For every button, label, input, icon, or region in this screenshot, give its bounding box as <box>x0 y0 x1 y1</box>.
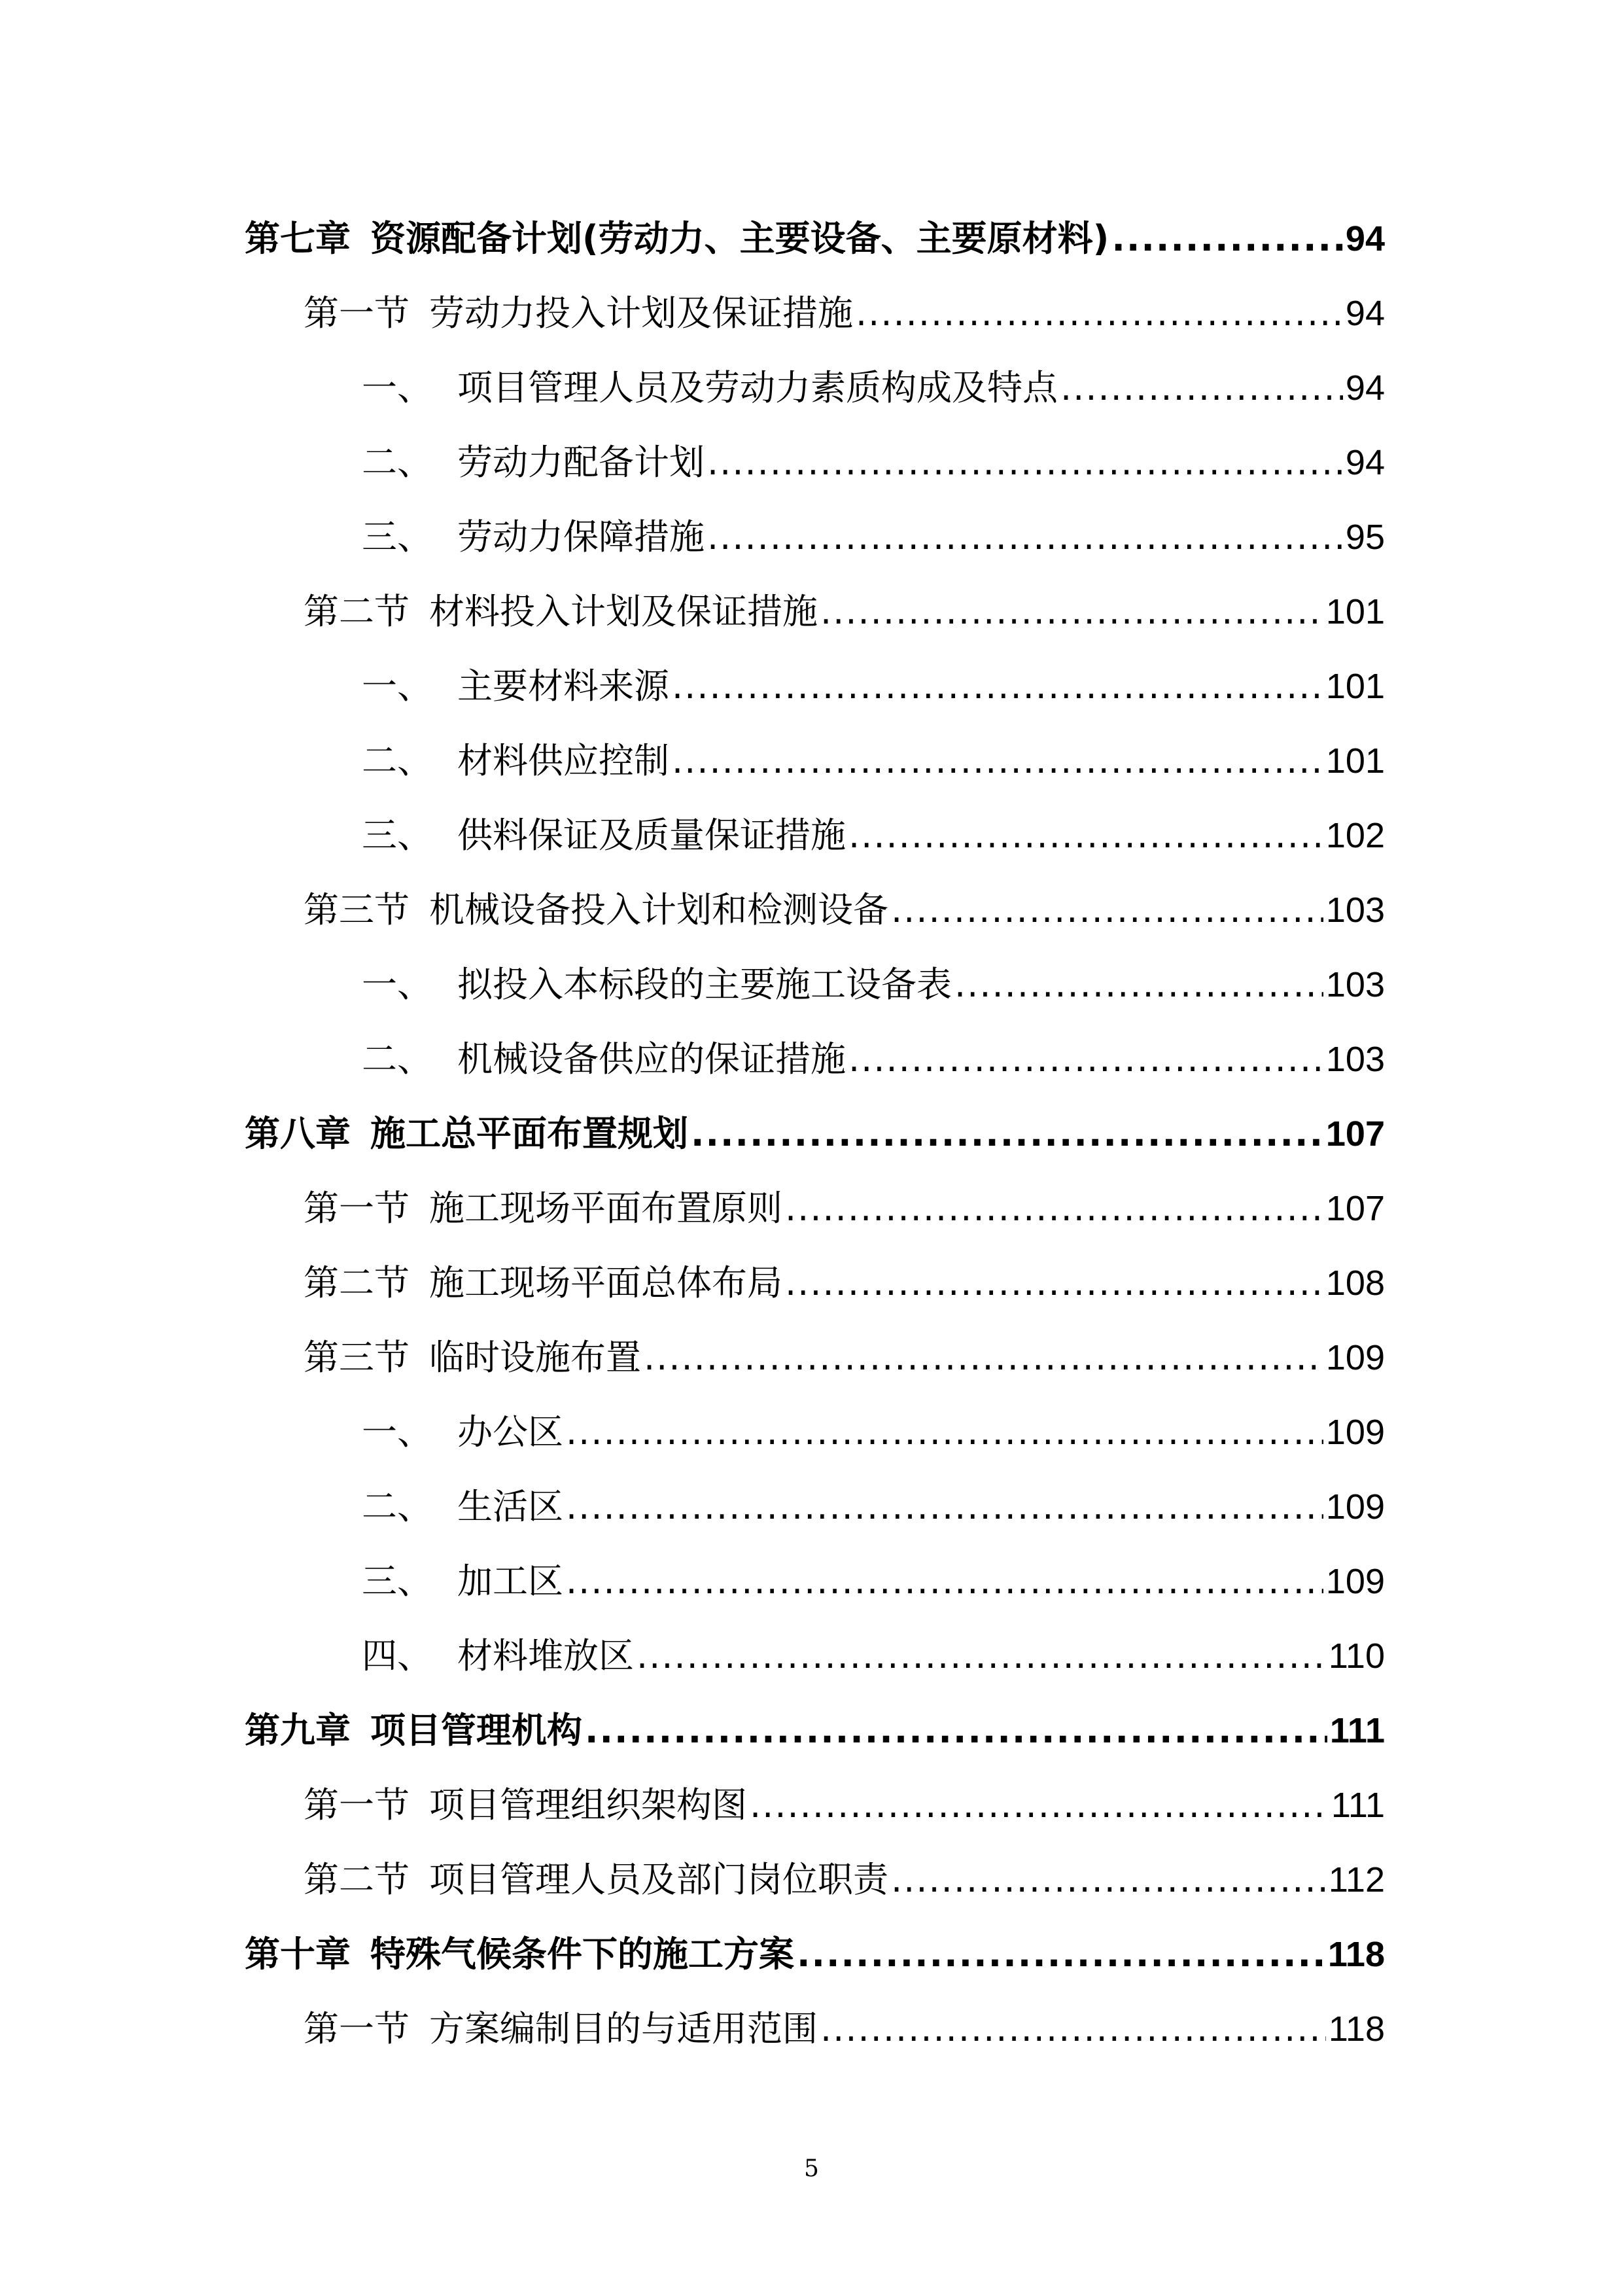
page-reference: 107 <box>1325 1114 1385 1152</box>
subsection-number: 一、 <box>362 367 432 406</box>
dot-leader <box>672 669 1323 704</box>
dot-leader <box>820 2011 1326 2047</box>
page-reference: 111 <box>1329 1711 1385 1748</box>
section-title: 材料投入计划及保证措施 <box>429 591 818 629</box>
subsection-title: 材料堆放区 <box>457 1635 634 1674</box>
section-number: 第二节 <box>304 1859 410 1898</box>
subsection-number: 一、 <box>362 665 432 704</box>
subsection-number: 二、 <box>362 442 432 480</box>
chapter-title: 项目管理机构 <box>370 1710 582 1748</box>
toc-subsection-entry[interactable] <box>362 713 1385 779</box>
dot-leader <box>785 1265 1323 1301</box>
chapter-title: 施工总平面布置规划 <box>370 1113 688 1152</box>
page-reference: 111 <box>1331 1786 1385 1823</box>
dot-leader <box>820 594 1323 629</box>
toc-subsection-entry[interactable] <box>362 1534 1385 1599</box>
dot-leader <box>1060 370 1343 406</box>
dot-leader <box>707 520 1343 555</box>
dot-leader <box>797 1937 1325 1972</box>
section-title: 临时设施布置 <box>429 1337 641 1375</box>
subsection-title: 机械设备供应的保证措施 <box>457 1038 846 1077</box>
page-reference: 107 <box>1325 1189 1385 1226</box>
toc-chapter-entry[interactable] <box>245 191 1385 256</box>
page-reference: 101 <box>1325 741 1385 779</box>
subsection-title: 项目管理人员及劳动力素质构成及特点 <box>457 367 1058 406</box>
section-number: 第三节 <box>304 889 410 928</box>
section-number: 第三节 <box>304 1337 410 1375</box>
page-reference: 103 <box>1325 965 1385 1002</box>
chapter-number: 第十章 <box>245 1934 351 1972</box>
page-reference: 109 <box>1325 1562 1385 1599</box>
dot-leader <box>891 1862 1326 1898</box>
subsection-number: 一、 <box>362 964 432 1002</box>
page-reference: 101 <box>1325 592 1385 629</box>
subsection-title: 主要材料来源 <box>457 665 669 704</box>
toc-section-entry[interactable] <box>304 1832 1385 1898</box>
toc-subsection-entry[interactable] <box>362 489 1385 555</box>
chapter-number: 第八章 <box>245 1113 351 1152</box>
page-reference: 101 <box>1325 667 1385 704</box>
page-number: 5 <box>804 2155 819 2182</box>
page-reference: 118 <box>1328 2009 1385 2047</box>
section-number: 第二节 <box>304 1262 410 1301</box>
toc-subsection-entry[interactable] <box>362 937 1385 1002</box>
section-number: 第一节 <box>304 1784 410 1823</box>
subsection-number: 一、 <box>362 1411 432 1450</box>
section-number: 第一节 <box>304 2008 410 2047</box>
dot-leader <box>891 892 1323 928</box>
dot-leader <box>707 445 1343 480</box>
page-reference: 95 <box>1345 518 1385 555</box>
dot-leader <box>637 1638 1326 1674</box>
section-title: 方案编制目的与适用范围 <box>429 2008 818 2047</box>
page-reference: 110 <box>1328 1636 1385 1674</box>
subsection-number: 三、 <box>362 1561 432 1599</box>
dot-leader <box>1111 221 1343 256</box>
toc-subsection-entry[interactable] <box>362 415 1385 480</box>
chapter-title: 资源配备计划(劳动力、主要设备、主要原材料) <box>370 218 1109 256</box>
toc-section-entry[interactable] <box>304 1310 1385 1375</box>
toc-section-entry[interactable] <box>304 1235 1385 1301</box>
section-number: 第一节 <box>304 1188 410 1226</box>
page-reference: 94 <box>1345 368 1385 406</box>
dot-leader <box>785 1191 1323 1226</box>
dot-leader <box>566 1415 1323 1450</box>
dot-leader <box>644 1340 1323 1375</box>
page-reference: 102 <box>1325 816 1385 853</box>
dot-leader <box>856 296 1343 331</box>
toc-subsection-entry[interactable] <box>362 788 1385 853</box>
subsection-number: 四、 <box>362 1635 432 1674</box>
page-reference: 109 <box>1325 1487 1385 1525</box>
subsection-title: 生活区 <box>457 1486 563 1525</box>
toc-section-entry[interactable] <box>304 564 1385 629</box>
subsection-title: 办公区 <box>457 1411 563 1450</box>
subsection-title: 供料保证及质量保证措施 <box>457 815 846 853</box>
section-title: 机械设备投入计划和检测设备 <box>429 889 888 928</box>
subsection-title: 拟投入本标段的主要施工设备表 <box>457 964 952 1002</box>
toc-subsection-entry[interactable] <box>362 1459 1385 1525</box>
dot-leader <box>672 743 1323 779</box>
toc-chapter-entry[interactable] <box>245 1683 1385 1748</box>
dot-leader <box>848 1042 1323 1077</box>
page-reference: 109 <box>1325 1413 1385 1450</box>
toc-section-entry[interactable] <box>304 1757 1385 1823</box>
page-reference: 112 <box>1328 1860 1385 1898</box>
subsection-number: 二、 <box>362 1038 432 1077</box>
toc-subsection-entry[interactable] <box>362 340 1385 406</box>
dot-leader <box>848 818 1323 853</box>
toc-chapter-entry[interactable] <box>245 1907 1385 1972</box>
page-reference: 94 <box>1345 443 1385 480</box>
toc-subsection-entry[interactable] <box>362 1385 1385 1450</box>
subsection-title: 材料供应控制 <box>457 740 669 779</box>
page-reference: 94 <box>1345 219 1385 256</box>
dot-leader <box>566 1564 1323 1599</box>
subsection-title: 劳动力配备计划 <box>457 442 705 480</box>
chapter-number: 第九章 <box>245 1710 351 1748</box>
toc-subsection-entry[interactable] <box>362 1012 1385 1077</box>
chapter-title: 特殊气候条件下的施工方案 <box>370 1934 794 1972</box>
dot-leader <box>566 1489 1323 1525</box>
section-title: 施工现场平面布置原则 <box>429 1188 782 1226</box>
subsection-title: 劳动力保障措施 <box>457 516 705 555</box>
subsection-title: 加工区 <box>457 1561 563 1599</box>
dot-leader <box>750 1788 1329 1823</box>
toc-subsection-entry[interactable] <box>362 639 1385 704</box>
toc-section-entry[interactable] <box>304 1161 1385 1226</box>
dot-leader <box>954 967 1323 1002</box>
section-title: 项目管理组织架构图 <box>429 1784 747 1823</box>
toc-section-entry[interactable] <box>304 266 1385 331</box>
dot-leader <box>585 1713 1327 1748</box>
page-reference: 103 <box>1325 891 1385 928</box>
toc-chapter-entry[interactable] <box>245 1086 1385 1152</box>
section-title: 项目管理人员及部门岗位职责 <box>429 1859 888 1898</box>
toc-section-entry[interactable] <box>304 1981 1385 2047</box>
page-reference: 118 <box>1327 1935 1385 1972</box>
subsection-number: 三、 <box>362 815 432 853</box>
page-reference: 103 <box>1325 1040 1385 1077</box>
section-title: 劳动力投入计划及保证措施 <box>429 292 853 331</box>
subsection-number: 二、 <box>362 1486 432 1525</box>
dot-leader <box>691 1116 1323 1152</box>
page-reference: 109 <box>1325 1338 1385 1375</box>
section-number: 第一节 <box>304 292 410 331</box>
chapter-number: 第七章 <box>245 218 351 256</box>
toc-subsection-entry[interactable] <box>362 1608 1385 1674</box>
page-reference: 94 <box>1345 294 1385 331</box>
section-number: 第二节 <box>304 591 410 629</box>
subsection-number: 二、 <box>362 740 432 779</box>
page-reference: 108 <box>1325 1263 1385 1301</box>
section-title: 施工现场平面总体布局 <box>429 1262 782 1301</box>
subsection-number: 三、 <box>362 516 432 555</box>
toc-section-entry[interactable] <box>304 862 1385 928</box>
